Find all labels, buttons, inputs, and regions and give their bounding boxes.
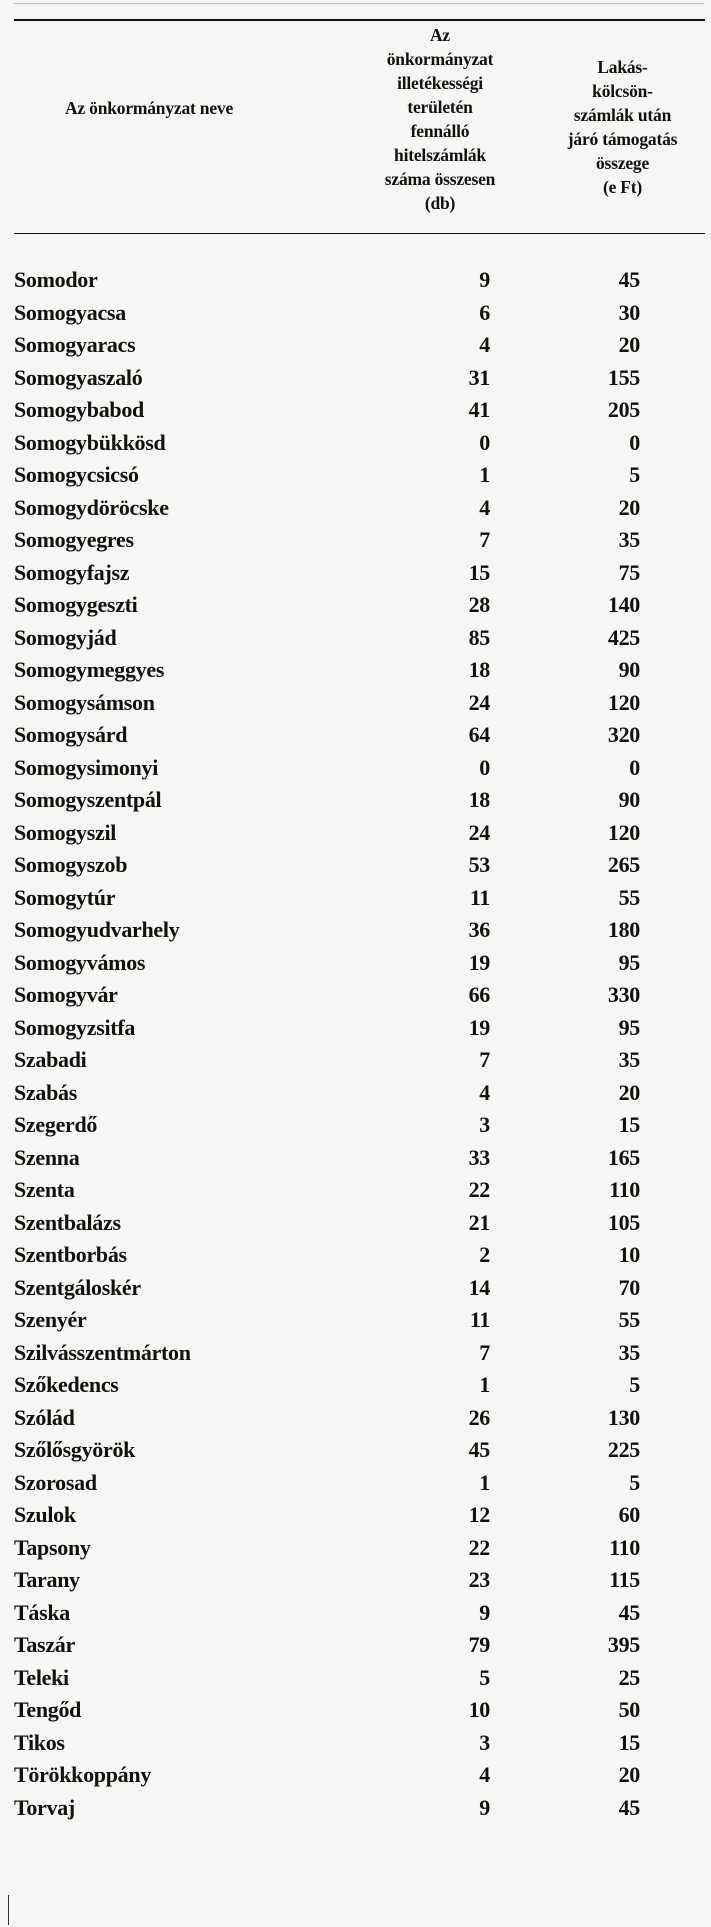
account-count: 7 [479,1047,490,1072]
header-count-column [345,23,535,215]
municipality-name: Szenyér [14,1307,87,1332]
municipality-name: Somogybabod [14,397,144,422]
account-count: 9 [479,267,490,292]
bleed-through-rule [14,3,704,4]
municipality-name: Somogyszil [14,819,117,845]
municipality-name: Szentbalázs [14,1209,121,1235]
account-count: 6 [479,299,490,325]
account-count: 4 [479,1079,490,1105]
table-row [0,947,711,980]
table-row [0,1304,711,1337]
account-count: 7 [479,1339,490,1365]
subsidy-amount: 10 [618,1242,640,1267]
header-line: fennálló [410,121,470,141]
municipality-name: Torvaj [14,1794,75,1820]
municipality-name: Szőlősgyörök [14,1437,136,1462]
account-count: 7 [479,527,490,552]
subsidy-amount: 180 [607,917,640,942]
account-count: 9 [479,1599,490,1625]
municipality-name: Szentborbás [14,1242,127,1267]
subsidy-amount: 265 [607,852,640,877]
subsidy-amount: 115 [609,1567,640,1592]
municipality-name: Somogyudvarhely [14,917,180,942]
subsidy-amount: 55 [618,1307,640,1332]
municipality-name: Törökkoppány [14,1762,152,1787]
header-line: száma összesen [384,169,496,189]
table-row [0,427,711,460]
header-line: számlák után [573,105,672,125]
table-row [0,1239,711,1272]
account-count: 1 [479,1372,490,1397]
account-count: 14 [468,1274,490,1300]
table-row [0,1532,711,1565]
table-row [0,1792,711,1825]
table-row [0,849,711,882]
table-row [0,394,711,427]
municipality-name: Somogycsicsó [14,462,139,487]
header-sum-column [540,55,705,199]
account-count: 79 [468,1632,490,1657]
account-count: 0 [479,754,490,780]
subsidy-amount: 120 [607,689,640,715]
subsidy-amount: 105 [607,1209,640,1235]
account-count: 28 [468,592,490,617]
account-count: 45 [468,1437,490,1462]
municipality-name: Tengőd [14,1697,82,1722]
subsidy-amount: 5 [629,462,640,487]
municipality-name: Somogyacsa [14,299,126,325]
subsidy-amount: 75 [618,559,640,585]
subsidy-amount: 25 [618,1664,640,1690]
header-line: járó támogatás [567,129,678,149]
table-row [0,329,711,362]
account-count: 15 [468,559,490,585]
table-row [0,264,711,297]
table-row [0,1597,711,1630]
municipality-name: Tikos [14,1729,65,1755]
account-count: 12 [468,1502,490,1527]
table-row [0,752,711,785]
municipality-name: Szenta [14,1177,75,1202]
table-row [0,524,711,557]
municipality-name: Szulok [14,1502,76,1527]
subsidy-amount: 130 [607,1404,640,1430]
municipality-name: Somogytúr [14,884,116,910]
account-count: 85 [468,624,490,650]
municipality-name: Somogymeggyes [14,657,165,682]
table-row [0,589,711,622]
account-count: 18 [468,787,490,812]
municipality-name: Szőkedencs [14,1372,119,1397]
account-count: 24 [468,689,490,715]
subsidy-amount: 110 [609,1534,640,1560]
municipality-name: Tapsony [14,1534,91,1560]
account-count: 3 [479,1729,490,1755]
subsidy-amount: 60 [618,1502,640,1527]
municipality-name: Szegerdő [14,1112,98,1137]
municipality-name: Szentgáloskér [14,1274,141,1300]
municipality-name: Taszár [14,1632,75,1657]
table-row [0,1077,711,1110]
account-count: 11 [469,1307,490,1332]
account-count: 4 [479,332,490,357]
municipality-name: Szabadi [14,1047,87,1072]
table-row [0,1272,711,1305]
table-row [0,1629,711,1662]
header-line: illetékességi [397,73,483,93]
table-row [0,1727,711,1760]
municipality-name: Szilvásszentmárton [14,1339,191,1365]
subsidy-amount: 0 [629,429,640,455]
subsidy-amount: 110 [609,1177,640,1202]
table-row [0,979,711,1012]
table-row [0,687,711,720]
subsidy-amount: 320 [607,722,640,747]
account-count: 19 [468,1014,490,1040]
subsidy-amount: 45 [618,267,640,292]
account-count: 23 [468,1567,490,1592]
subsidy-amount: 95 [618,1014,640,1040]
subsidy-amount: 20 [618,494,640,520]
account-count: 2 [479,1242,490,1267]
account-count: 11 [469,884,490,910]
municipality-name: Szabás [14,1079,77,1105]
municipality-name: Somogyaracs [14,332,136,357]
table-row [0,817,711,850]
municipality-name: Táska [14,1599,70,1625]
header-line: kölcsön- [592,81,653,101]
table-row [0,1402,711,1435]
account-count: 3 [479,1112,490,1137]
subsidy-amount: 15 [618,1729,640,1755]
subsidy-amount: 50 [618,1697,640,1722]
table-row [0,1467,711,1500]
subsidy-amount: 35 [618,1339,640,1365]
municipality-name: Teleki [14,1664,69,1690]
account-count: 53 [468,852,490,877]
municipality-name: Somogyvár [14,982,118,1007]
table-row [0,1434,711,1467]
municipality-name: Somogyszentpál [14,787,162,812]
table-row [0,1662,711,1695]
table-body [0,264,711,1824]
table-row [0,654,711,687]
subsidy-amount: 155 [607,364,640,390]
municipality-name: Somogysimonyi [14,754,159,780]
municipality-name: Szólád [14,1404,75,1430]
subsidy-amount: 90 [618,657,640,682]
table-row [0,882,711,915]
municipality-name: Somogygeszti [14,592,138,617]
table-top-rule [14,19,705,21]
subsidy-amount: 140 [607,592,640,617]
municipality-name: Szorosad [14,1469,97,1495]
account-count: 41 [468,397,490,422]
subsidy-amount: 70 [618,1274,640,1300]
subsidy-amount: 5 [629,1372,640,1397]
table-row [0,1337,711,1370]
table-row [0,1694,711,1727]
margin-mark [8,1895,9,1925]
table-row [0,362,711,395]
header-line: (e Ft) [602,177,643,197]
header-line: területén [407,97,473,117]
subsidy-amount: 35 [618,1047,640,1072]
table-row [0,1499,711,1532]
table-row [0,784,711,817]
municipality-name: Somogysámson [14,689,155,715]
account-count: 36 [468,917,490,942]
table-row [0,914,711,947]
subsidy-amount: 0 [629,754,640,780]
header-name-column: Az önkormányzat neve [64,98,234,118]
table-row [0,1174,711,1207]
subsidy-amount: 15 [618,1112,640,1137]
subsidy-amount: 20 [618,1762,640,1787]
table-row [0,1564,711,1597]
municipality-name: Somogyaszaló [14,364,143,390]
municipality-name: Somogyjád [14,624,117,650]
municipality-name: Somogyzsitfa [14,1014,136,1040]
account-count: 19 [468,949,490,975]
table-row [0,1012,711,1045]
account-count: 22 [468,1177,490,1202]
municipality-name: Tarany [14,1567,80,1592]
municipality-name: Somogydöröcske [14,494,169,520]
account-count: 1 [479,462,490,487]
account-count: 31 [468,364,490,390]
table-row [0,1207,711,1240]
municipality-name: Szenna [14,1144,80,1170]
header-line: Az [429,25,450,45]
subsidy-amount: 330 [607,982,640,1007]
header-line: Lakás- [597,57,648,77]
account-count: 18 [468,657,490,682]
table-row [0,459,711,492]
table-row [0,719,711,752]
subsidy-amount: 395 [607,1632,640,1657]
subsidy-amount: 90 [618,787,640,812]
table-row [0,297,711,330]
account-count: 9 [479,1794,490,1820]
account-count: 10 [468,1697,490,1722]
municipality-name: Somogyvámos [14,949,146,975]
table-row [0,492,711,525]
subsidy-amount: 55 [618,884,640,910]
account-count: 1 [479,1469,490,1495]
subsidy-amount: 30 [618,299,640,325]
municipality-name: Somogysárd [14,722,128,747]
municipality-name: Somogyfajsz [14,559,130,585]
subsidy-amount: 425 [607,624,640,650]
municipality-name: Somogybükkösd [14,429,166,455]
account-count: 33 [468,1144,490,1170]
header-line: összege [595,153,650,173]
municipality-name: Somogyszob [14,852,128,877]
municipality-name: Somogyegres [14,527,134,552]
subsidy-amount: 120 [607,819,640,845]
table-row [0,622,711,655]
account-count: 64 [468,722,490,747]
table-row [0,1369,711,1402]
account-count: 5 [479,1664,490,1690]
subsidy-amount: 20 [618,332,640,357]
account-count: 22 [468,1534,490,1560]
header-bottom-rule [14,233,705,234]
subsidy-amount: 45 [618,1599,640,1625]
subsidy-amount: 205 [607,397,640,422]
table-row [0,1142,711,1175]
account-count: 24 [468,819,490,845]
subsidy-amount: 20 [618,1079,640,1105]
table-row [0,1759,711,1792]
subsidy-amount: 35 [618,527,640,552]
subsidy-amount: 225 [607,1437,640,1462]
subsidy-amount: 5 [629,1469,640,1495]
header-line: önkormányzat [386,49,494,69]
header-line: (db) [424,193,456,213]
account-count: 0 [479,429,490,455]
account-count: 4 [479,494,490,520]
account-count: 66 [468,982,490,1007]
subsidy-amount: 45 [618,1794,640,1820]
account-count: 21 [468,1209,490,1235]
table-row [0,1109,711,1142]
account-count: 26 [468,1404,490,1430]
subsidy-amount: 165 [607,1144,640,1170]
table-row [0,557,711,590]
municipality-name: Somodor [14,267,98,292]
account-count: 4 [479,1762,490,1787]
subsidy-amount: 95 [618,949,640,975]
table-row [0,1044,711,1077]
header-line: hitelszámlák [394,145,486,165]
